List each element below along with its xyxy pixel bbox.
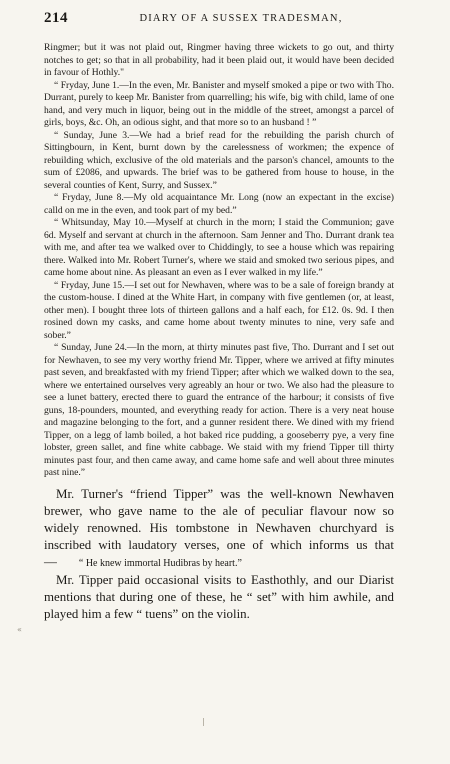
running-title: DIARY OF A SUSSEX TRADESMAN,: [139, 13, 343, 24]
commentary: [44, 486, 394, 623]
diary-paragraph-1: Ringmer; but it was not plaid out, Ringmer having three wickets to go out, and thirty notches to get; so that in all probability, had it been plaid out, it would have been decided in favour of Hothly.": [44, 42, 394, 78]
page-header: [44, 10, 394, 32]
margin-mark: «: [17, 625, 22, 634]
tombstone-quote: “ He knew immortal Hudibras by heart.”: [78, 557, 242, 569]
commentary-paragraph-1: [44, 486, 394, 572]
page-number: 214: [44, 10, 68, 26]
commentary-paragraph-2: Mr. Tipper paid occasional visits to Easthothly, and our Diarist mentions that during one of these, he “ set” with him awhile, and played him a few “ tuens” on the violin.: [44, 572, 394, 621]
diary-paragraph-3: “ Sunday, June 3.—We had a brief read for the rebuilding the parish church of Sittingbourn, in Kent, burnt down by the carelessness of workmen; the expence of rebuilding which, exclusive of the old materials and the parson's chancel, amounts to the sum of £2086, and upwards. The brief was to be gathered from house to house, in the several counties of Kent, Surry, and Sussex.”: [44, 129, 394, 191]
diary-paragraph-6: “ Fryday, June 15.—I set out for Newhaven, where was to be a sale of foreign brandy at the custom-house. I dined at the White Hart, in company with five gentlemen (or, at least, other men). I bought three lots of thirteen gallons and a half each, for £12. 0s. 9d. I then rosined down my casks, and came home about twenty minutes to nine, very safe and sober.”: [44, 279, 394, 341]
diary-paragraph-4: “ Fryday, June 8.—My old acquaintance Mr. Long (now an expectant in the excise) calld on me in the even, and took part of my bed.”: [44, 192, 394, 216]
commentary-text-1: Mr. Turner's “friend Tipper” was the well-known Newhaven brewer, who gave name to the ale of peculiar flavour now so widely renowned. His tombstone in Newhaven churchyard is inscribed with laudatory verses, one of which informs us that—: [44, 486, 394, 569]
book-page: [44, 10, 394, 623]
diary-paragraph-7: “ Sunday, June 24.—In the morn, at thirty minutes past five, Tho. Durrant and I set out for Newhaven, to see my very worthy friend Mr. Tipper, where we arrived at fifty minutes past seven, and breakfasted with my friend Tipper; after which we walked down to the sea, where we entertained ourselves very agreably an hour or two. We also had the pleasure to see a lunet battery, erected there to guard the entrance of the harbour; it consists of five guns, 18-pounders, mounted, and everything ready for action. There is a very neat house and magazine belonging to the fort, and a gunner resident there. We dined with my friend Tipper, on a legg of lamb boiled, a hot baked rice pudding, a gooseberry pye, a very fine lobster, green sallet, and fine white cabbage. We staid with my friend Tipper till thirty minutes past four, and then came away, and came home safe and well about three minutes past nine.”: [44, 342, 394, 478]
diary-excerpts: [44, 42, 394, 480]
diary-paragraph-2: “ Fryday, June 1.—In the even, Mr. Banister and myself smoked a pipe or two with Tho. Durrant, purely to keep Mr. Banister from quarrelling; his wife, big with child, lame of one hand, and very much in liquor, being out in the middle of the street, amongst a parcel of girls, boys, &c. Oh, an odious sight, and that more so to an husband ! ”: [44, 79, 394, 128]
diary-paragraph-5: “ Whitsunday, May 10.—Myself at church in the morn; I staid the Communion; gave 6d. Myself and servant at church in the afternoon. Sam Jenner and Tho. Durrant drank tea with me, and after tea we walked over to Chiddingly, to see a house which was repairing there. Walked into Mr. Robert Turner's, where we staid and smoked two serious pipes, and came home about nine. As pleasant an even as I ever walked in my life.”: [44, 217, 394, 278]
bottom-speck: [203, 718, 204, 726]
